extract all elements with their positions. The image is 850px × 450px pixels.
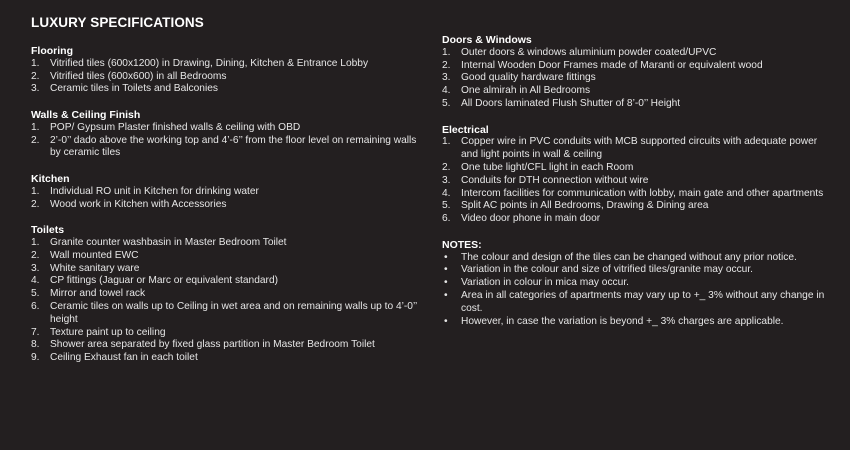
list-item xyxy=(31,58,421,71)
item-number: 3. xyxy=(31,83,40,95)
item-number: 7. xyxy=(31,326,40,338)
item-text: Vitrified tiles (600x1200) in Drawing, Dining, Kitchen & Entrance Lobby xyxy=(50,57,369,69)
toilets-list xyxy=(31,237,421,365)
list-item xyxy=(31,135,421,161)
item-text: Conduits for DTH connection without wire xyxy=(461,174,649,186)
list-item xyxy=(31,339,421,352)
walls-ceiling-list xyxy=(31,122,421,160)
list-item xyxy=(31,71,421,84)
list-item xyxy=(442,98,832,111)
item-text: Good quality hardware fittings xyxy=(461,72,596,84)
list-item xyxy=(442,60,832,73)
item-text: Copper wire in PVC conduits with MCB supported circuits with adequate power and light points in wall & ceiling xyxy=(461,136,818,161)
item-number: 5. xyxy=(442,200,451,212)
list-item xyxy=(442,277,832,290)
item-text: Wall mounted EWC xyxy=(50,249,139,261)
item-number: 8. xyxy=(31,339,40,351)
kitchen-list xyxy=(31,186,421,212)
item-number: 1. xyxy=(31,57,40,69)
flooring-section xyxy=(31,45,421,96)
list-item xyxy=(442,264,832,277)
item-number: 2. xyxy=(31,70,40,82)
list-item xyxy=(442,85,832,98)
list-item xyxy=(442,188,832,201)
bullet-icon: • xyxy=(444,315,448,327)
item-text: Individual RO unit in Kitchen for drinking water xyxy=(50,185,259,197)
list-item xyxy=(31,301,421,327)
list-item xyxy=(442,175,832,188)
page-title: LUXURY SPECIFICATIONS xyxy=(31,15,204,30)
walls-ceiling-section xyxy=(31,109,421,160)
item-number: 1. xyxy=(31,121,40,133)
item-number: 1. xyxy=(442,136,451,148)
item-text: Intercom facilities for communication with lobby, main gate and other apartments xyxy=(461,187,824,199)
item-text: Wood work in Kitchen with Accessories xyxy=(50,198,227,210)
bullet-icon: • xyxy=(444,277,448,289)
item-text: POP/ Gypsum Plaster finished walls & ceiling with OBD xyxy=(50,121,301,133)
list-item xyxy=(31,186,421,199)
list-item xyxy=(442,136,832,162)
list-item xyxy=(31,352,421,365)
list-item xyxy=(442,200,832,213)
notes-heading: NOTES: xyxy=(442,238,482,251)
section-heading: Doors & Windows xyxy=(442,34,532,46)
item-text: Granite counter washbasin in Master Bedroom Toilet xyxy=(50,236,287,248)
electrical-section xyxy=(442,124,832,226)
item-number: 1. xyxy=(31,236,40,248)
item-text: Internal Wooden Door Frames made of Maranti or equivalent wood xyxy=(461,59,763,71)
item-number: 4. xyxy=(442,85,451,97)
item-text: Variation in the colour and size of vitrified tiles/granite may occur. xyxy=(461,264,753,276)
item-text: One tube light/CFL light in each Room xyxy=(461,161,634,173)
list-item xyxy=(31,237,421,250)
item-number: 2. xyxy=(442,161,451,173)
list-item xyxy=(442,72,832,85)
kitchen-section xyxy=(31,173,421,211)
item-number: 2. xyxy=(31,249,40,261)
item-text: All Doors laminated Flush Shutter of 8’-0’’ Height xyxy=(461,97,681,109)
item-number: 4. xyxy=(31,275,40,287)
item-text: However, in case the variation is beyond +_ 3% charges are applicable. xyxy=(461,315,784,327)
list-item xyxy=(31,122,421,135)
toilets-section xyxy=(31,224,421,365)
list-item xyxy=(31,83,421,96)
item-text: Variation in colour in mica may occur. xyxy=(461,277,629,289)
item-text: Shower area separated by fixed glass partition in Master Bedroom Toilet xyxy=(50,339,375,351)
item-text: Mirror and towel rack xyxy=(50,288,146,300)
list-item xyxy=(31,199,421,212)
list-item xyxy=(31,327,421,340)
notes-section xyxy=(442,239,832,329)
bullet-icon: • xyxy=(444,251,448,263)
list-item xyxy=(31,275,421,288)
list-item xyxy=(442,290,832,316)
item-text: Outer doors & windows aluminium powder coated/UPVC xyxy=(461,46,717,58)
list-item xyxy=(31,250,421,263)
bullet-icon: • xyxy=(444,264,448,276)
item-text: Ceramic tiles on walls up to Ceiling in wet area and on remaining walls up to 4’-0’’ height xyxy=(50,300,417,325)
list-item xyxy=(442,162,832,175)
bullet-icon: • xyxy=(444,289,448,301)
item-number: 3. xyxy=(442,174,451,186)
section-heading: Electrical xyxy=(442,123,489,136)
item-number: 6. xyxy=(442,213,451,225)
item-number: 2. xyxy=(31,198,40,210)
list-item xyxy=(31,263,421,276)
doors-windows-section xyxy=(442,34,832,111)
item-number: 3. xyxy=(31,262,40,274)
item-text: Video door phone in main door xyxy=(461,213,601,225)
item-number: 1. xyxy=(31,185,40,197)
list-item xyxy=(442,252,832,265)
item-text: Texture paint up to ceiling xyxy=(50,326,166,338)
list-item xyxy=(442,47,832,60)
item-text: 2’-0’’ dado above the working top and 4’-6’’ from the floor level on remaining walls by ceramic tiles xyxy=(50,134,417,159)
item-number: 2. xyxy=(442,59,451,71)
list-item xyxy=(31,288,421,301)
item-text: Ceiling Exhaust fan in each toilet xyxy=(50,352,198,364)
section-heading: Kitchen xyxy=(31,172,70,185)
item-text: The colour and design of the tiles can be changed without any prior notice. xyxy=(461,251,797,263)
left-column xyxy=(31,45,421,378)
item-text: Vitrified tiles (600x600) in all Bedrooms xyxy=(50,70,227,82)
item-text: One almirah in All Bedrooms xyxy=(461,85,591,97)
item-text: Ceramic tiles in Toilets and Balconies xyxy=(50,83,218,95)
item-number: 4. xyxy=(442,187,451,199)
item-number: 6. xyxy=(31,300,40,312)
item-text: CP fittings (Jaguar or Marc or equivalent standard) xyxy=(50,275,279,287)
notes-list xyxy=(442,252,832,329)
item-text: White sanitary ware xyxy=(50,262,140,274)
item-number: 3. xyxy=(442,72,451,84)
doors-windows-list xyxy=(442,47,832,111)
item-number: 9. xyxy=(31,352,40,364)
item-text: Area in all categories of apartments may vary up to +_ 3% without any change in cost. xyxy=(461,289,825,314)
item-number: 5. xyxy=(31,288,40,300)
list-item xyxy=(442,316,832,329)
item-text: Split AC points in All Bedrooms, Drawing & Dining area xyxy=(461,200,709,212)
flooring-list xyxy=(31,58,421,96)
item-number: 2. xyxy=(31,134,40,146)
section-heading: Walls & Ceiling Finish xyxy=(31,108,141,121)
right-column xyxy=(442,34,832,341)
section-heading: Flooring xyxy=(31,45,73,57)
item-number: 5. xyxy=(442,97,451,109)
list-item xyxy=(442,213,832,226)
item-number: 1. xyxy=(442,46,451,58)
electrical-list xyxy=(442,136,832,226)
section-heading: Toilets xyxy=(31,224,65,237)
